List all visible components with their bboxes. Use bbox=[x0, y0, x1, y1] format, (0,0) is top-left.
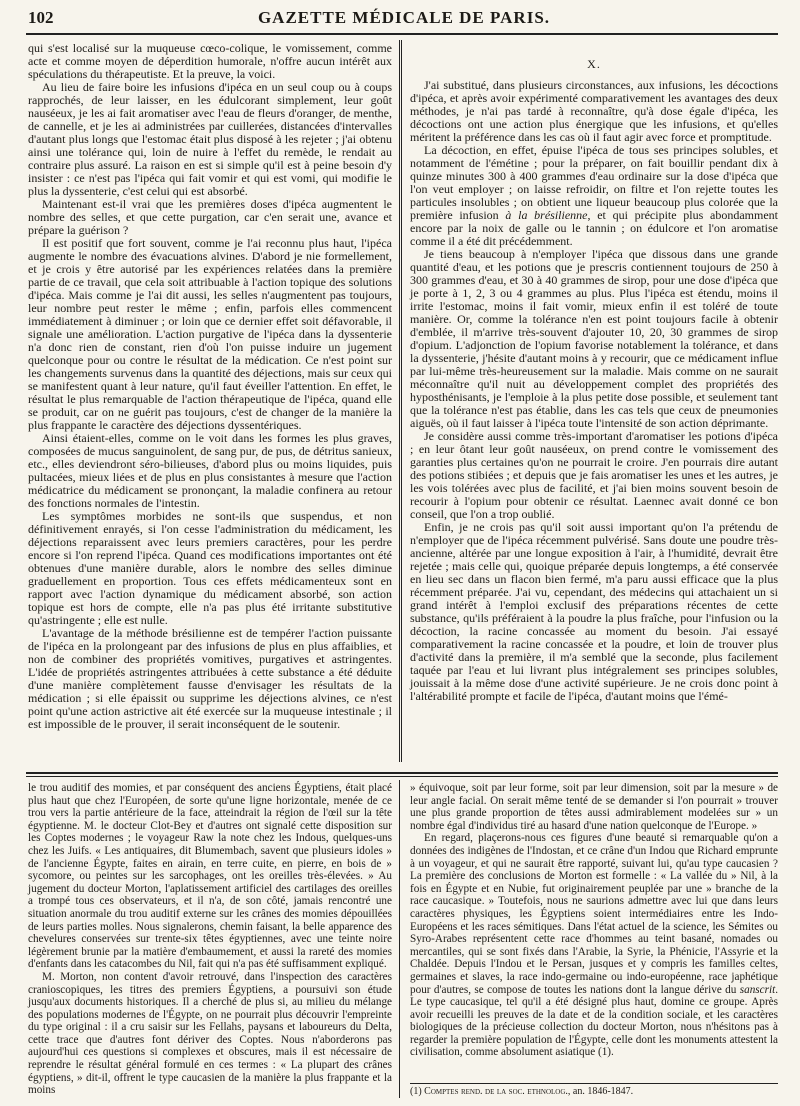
footnote-text: , an. 1846-1847. bbox=[567, 1086, 634, 1097]
paragraph: Je tiens beaucoup à n'employer l'ipéca que dissous dans une grande quantité d'eau, et les potions que je prescris contiennent toujours de 250 à 300 grammes d'eau, et 30 à 40 grammes de sirop, pour une dose d'ipéca que je porte à 1, 2, 3 ou 4 grammes au plus. Plus l'ipéca est étendu, moins il irrite l'estomac, moins il fait vomir, mieux enfin il est toléré de toute manière. Or, comme la tolérance n'en est point toujours facile à obtenir d'emblée, il m'arrive très-souvent d'ajouter 10, 20, 30 grammes de sirop d'opium. L'adjonction de l'opium favorise notablement la tolérance, et dans la dyssenterie, j'hésite d'autant moins à y recourir, que ce médicament influe par lui-même très-heureusement sur la maladie. Mais comme on ne saurait méconnaître qu'il nuit au développement complet des propriétés des hyposthénisants, je l'emploie à la plus petite dose possible, et seulement tant que la tolérance n'est pas établie, dans les cas tels que ceux de pneumonies aiguës, où il faut laisser à l'ipéca toute l'intensité de son action déprimante. bbox=[410, 247, 778, 430]
text-run: . Le type caucasique, tel qu'il a été désigné plus haut, domine ce groupe. Après avoir recueilli les preuves de la date et de la condition sociale, et les caractères biologiques de la précieuse collection du docteur Morton, nous n'hésitons pas à regarder la première population de l'Égypte, celle dont les monuments attestent la civilisation, comme absolument asiatique (1). bbox=[410, 983, 778, 1059]
paragraph: Maintenant est-il vrai que les premières doses d'ipéca augmentent le nombre des selles, et que cette purgation, car c'en serait une, avance et prépare la guérison ? bbox=[28, 197, 392, 237]
feuilleton-rule bbox=[26, 772, 778, 774]
paragraph: Au lieu de faire boire les infusions d'ipéca en un seul coup ou à coups rapprochés, de leur laisser, en les édulcorant simplement, leur goût nauséeux, je les ai fait aromatiser avec l'eau de fleurs d'oranger, de menthe, de cannelle, et je les ai administrées par cuillerées, distancées d'intervalles d'autant plus longs que l'estomac était plus disposé à les rejeter ; j'ai obtenu ainsi une tolérance qui, loin de nuire à l'effet du remède, le rendait au contraire plus assuré. La raison en est si simple qu'il est à peine besoin d'y insister : ce n'est pas l'ipéca qui fait vomir et qui est vomi, qui modifie le plus la dyssenterie, c'est celui qui est absorbé. bbox=[28, 80, 392, 198]
paragraph bbox=[410, 832, 778, 1059]
feuilleton-rule-thin bbox=[26, 776, 778, 777]
page-header bbox=[28, 8, 780, 30]
feuilleton-divider bbox=[399, 780, 400, 1098]
column-divider bbox=[399, 40, 402, 762]
paragraph: le trou auditif des momies, et par conséquent des anciens Égyptiens, était placé plus haut que chez l'Européen, de sorte qu'une ligne horizontale, menée de ce trou vers la partie antérieure de la face, atteindrait la région de l'œil sur la tête égyptienne. M. le docteur Clot-Bey et d'autres ont signalé cette disposition sur les Coptes modernes ; le voyageur Raw la note chez les Indous, quelques-uns chez les Juifs. « Les antiquaires, dit Blumembach, savent que plusieurs idoles » de l'ancienne Égypte, faites en airain, en terre cuite, en pierre, en bois de » sycomore, ou peintes sur les sarcophages, ont les oreilles très-élevées. » Au jugement du docteur Morton, l'aplatissement artificiel des cartilages des oreilles a trompé tous ces observateurs, et il n'a, de son côté, jamais rencontré une situation anormale du trou auditif externe sur les crânes des momies dépouillées de leurs parties molles. Nous signalerons, chemin faisant, la belle apparence des chevelures conservées sur trente-six têtes égyptiennes, avec une teinte noire légèrement brunie par la matière d'embaumement, et aussi la rareté des momies d'enfants dans les catacombes du Nil, fait qui n'a pas été suffisamment expliqué. bbox=[28, 782, 392, 971]
emphasis: à la brésilienne bbox=[505, 208, 588, 222]
paragraph: Il est positif que fort souvent, comme je l'ai reconnu plus haut, l'ipéca augmente le nombre des évacuations alvines. D'abord je nie formellement, et je crois y être autorisé par les expériences relatées dans la première partie de ce travail, que cela soit attribuable à l'action topique des solutions d'ipéca. Mais comme je l'ai dit aussi, les selles n'augmentent pas toujours, leur nombre peut rester le même ; enfin, parfois elles commencent immédiatement à diminuer ; or loin que ce dernier effet soit défavorable, il signale une amélioration. L'action purgative de l'ipéca dans la dyssenterie n'a donc rien de constant, rien d'où l'on puisse induire un jugement quelconque pour ou contre le résultat de la médication. Ce n'est point sur les changements survenus dans la quantité des déjections, mais sur ceux qui se manifestent quant à leur nature, qu'il faut éveiller l'attention. En effet, le résultat le plus remarquable de l'action thérapeutique de l'ipéca, quand elle se produit, car on ne guérit pas toujours, c'est de changer de la manière la plus frappante le caractère des déjections dyssentériques. bbox=[28, 236, 392, 432]
page-number: 102 bbox=[28, 8, 54, 27]
paragraph: Ainsi étaient-elles, comme on le voit dans les formes les plus graves, composées de mucus sanguinolent, de sang pur, de pus, de détritus sanieux, etc., elles deviendront séro-bilieuses, d'abord plus ou moins liquides, puis pultacées, mieux liées et de plus en plus consistantes à mesure que l'action médicatrice du médicament se prononçant, la maladie confinera au retour des fonctions normales de l'intestin. bbox=[28, 431, 392, 510]
footnote-rule bbox=[410, 1083, 778, 1084]
paragraph: J'ai substitué, dans plusieurs circonstances, aux infusions, les décoctions d'ipéca, et après avoir expérimenté comparativement les avantages des deux méthodes, je n'ai pas tardé à reconnaître, qu'à dose égale d'ipéca, les décoctions ont une action plus énergique que les infusions, et qu'elles méritent la préférence dans les cas où il faut agir avec force et promptitude. bbox=[410, 78, 778, 144]
right-column bbox=[410, 42, 778, 703]
feuilleton-right-column bbox=[410, 782, 778, 1059]
running-title: GAZETTE MÉDICALE DE PARIS. bbox=[257, 8, 551, 27]
footnote-mark: (1) bbox=[410, 1086, 422, 1097]
paragraph: » équivoque, soit par leur forme, soit par leur dimension, soit par la mesure » de leur angle facial. On serait même tenté de se demander si l'on pourrait » trouver une plus grande proportion de têtes aussi admirablement modelées sur » un nombre égal d'individus tiré au hasard d'une nation quelconque de l'Europe. » bbox=[410, 782, 778, 832]
text-run: La décoction, en effet, épuise l'ipéca de tous ses principes solubles, et notamment de l'émétine ; pour la préparer, on fait bouillir pendant dix à quinze minutes 300 à 400 grammes d'eau ordinaire sur la dose d'ipéca que l'on veut employer ; on laisse refroidir, on filtre et l'on rejette toutes les particules insolubles ; on obtient une liqueur beaucoup plus colorée que la première infusion bbox=[410, 143, 778, 222]
section-heading: X. bbox=[587, 57, 601, 71]
header-rule bbox=[26, 33, 778, 35]
paragraph: Je considère aussi comme très-important d'aromatiser les potions d'ipéca ; en leur ôtant leur goût nauséeux, on prend contre le vomissement des garanties plus certaines qu'on ne pourrait le croire. J'en pourrais dire autant des potions stibiées ; et depuis que je fais aromatiser les unes et les autres, je les vois tolérées avec plus de facilité, et j'ai bien moins souvent besoin de recourir à l'opium pour obtenir ce résultat. Laennec avait donné ce bon conseil, que l'on a trop oublié. bbox=[410, 429, 778, 521]
text-run: En regard, plaçerons-nous ces figures d'une beauté si remarquable qu'on a données des indigènes de l'Indostan, et ce crâne d'un Indou que Richard emprunte à un voyageur, et qui ne saurait être rapporté, suivant lui, qu'au type caucasien ? La première des conclusions de Morton est formelle : « La vallée du » Nil, à la fois en Égypte et en Nubie, fut originairement peuplée par une » branche de la race caucasique. » Toutefois, nous ne saurions admettre avec lui que dans leurs caractères physiques, les Égyptiens soient intermédiaires entre les Indo-Européens et les races sémitiques. Dans l'état actuel de la science, les Sémites ou Syro-Arabes représentent cette race d'hommes au teint basané, nomades ou mercantiles, qui se sont fixés dans l'Arabie, la Syrie, la Phénicie, l'Assyrie et la Chaldée. Depuis l'Indou et le Persan, jusques et y compris les familles celtes, germaines et slaves, la race indo-germaine ou indo-européenne, race japhétique pour d'autres, se compose de toutes les nations dont la langue dérive du bbox=[410, 832, 778, 996]
text-run: , et qui précipite plus abondamment encore par la noix de galle ou le tannin ; on édulcore et l'on aromatise comme il a été dit précédemment. bbox=[410, 208, 778, 248]
emphasis: sanscrit bbox=[739, 983, 776, 996]
paragraph: M. Morton, non content d'avoir retrouvé, dans l'inspection des caractères cranioscopiques, les titres des premiers Égyptiens, a poursuivi son étude jusqu'aux documents historiques. Il a cherché de plus si, au milieu du mélange des populations modernes de l'Égypte, on ne pourrait plus découvrir l'empreinte du type original : il a cru saisir sur les Fellahs, paysans et laboureurs du Delta, cette trace que d'autres font dériver des Coptes. Nous n'aborderons pas aujourd'hui ces questions si complexes et obscures, mais il est nécessaire de reprendre le résultat général formulé en ces termes : « La plupart des crânes égyptiens, » dit-il, offrent le type caucasien de la manière la plus frappante et la moins bbox=[28, 970, 392, 1097]
paragraph: Les symptômes morbides ne sont-ils que suspendus, et non définitivement enrayés, si l'on cesse l'administration du médicament, les déjections reparaissent avec leurs premiers caractères, pour les perdre encore si l'on reprend l'ipéca. Quand ces modifications importantes ont été obtenues d'une manière durable, alors le nombre des selles diminue graduellement en proportion. Tous ces effets médicamenteux sont en rapport avec l'action dynamique du médicament absorbé, son action topique est hors de compte, elle n'a pas plus été irritante substitutive qu'astringente ; elle est nulle. bbox=[28, 509, 392, 627]
paragraph: Enfin, je ne crois pas qu'il soit aussi important qu'on l'a prétendu de n'employer que de l'ipéca récemment pulvérisé. Sans doute une poudre très-ancienne, altérée par une longue exposition à l'air, à l'humidité, devrait être rejetée ; mais celle qui, quoique préparée depuis longtemps, a été conservée en lieu sec dans un flacon bien fermé, m'a paru aussi efficace que la plus récemment préparée. J'ai vu, cependant, des médecins qui attachaient un si grand intérêt à l'emploi exclusif des préparations récentes de cette substance, qu'ils préféraient à la poudre la plus fraîche, pour l'infusion ou la décoction, la racine concassée au moment du besoin. J'ai essayé comparativement la racine concassée et la poudre, et loin de trouver plus d'activité dans la première, il m'a semblé que la seconde, plus facilement taquée par l'eau et lui livrant plus intégralement ses principes solubles, jouissait à la même dose d'une activité supérieure. Je ne crois donc point à l'altérabilité prompte et facile de l'ipéca, d'autant moins que l'émé- bbox=[410, 520, 778, 703]
paragraph: L'avantage de la méthode brésilienne est de tempérer l'action puissante de l'ipéca en la prolongeant par des infusions de plus en plus affaiblies, et non de combiner des propriétés vomitives, purgatives et astringentes. L'idée de propriétés astringentes attribuées à cette substance a été déduite d'une manière complètement fausse d'envisager les résultats de la médication ; si elle épaissit ou supprime les déjections alvines, ce n'est point qu'une action astrictive ait été exercée sur la muqueuse intestinale ; il est impossible de le prouver, il serait inconséquent de le soutenir. bbox=[28, 626, 392, 731]
footnote bbox=[410, 1086, 778, 1098]
paragraph bbox=[410, 144, 778, 248]
feuilleton-left-column bbox=[28, 782, 392, 1097]
left-column bbox=[28, 42, 392, 731]
footnote-source: Comptes rend. de la soc. ethnolog. bbox=[424, 1086, 568, 1097]
paragraph: qui s'est localisé sur la muqueuse cœco-colique, le vomissement, comme acte et comme moyen de déperdition humorale, n'offre aucun intérêt aux spéculations du thérapeutiste. Et la preuve, la voici. bbox=[28, 41, 392, 81]
